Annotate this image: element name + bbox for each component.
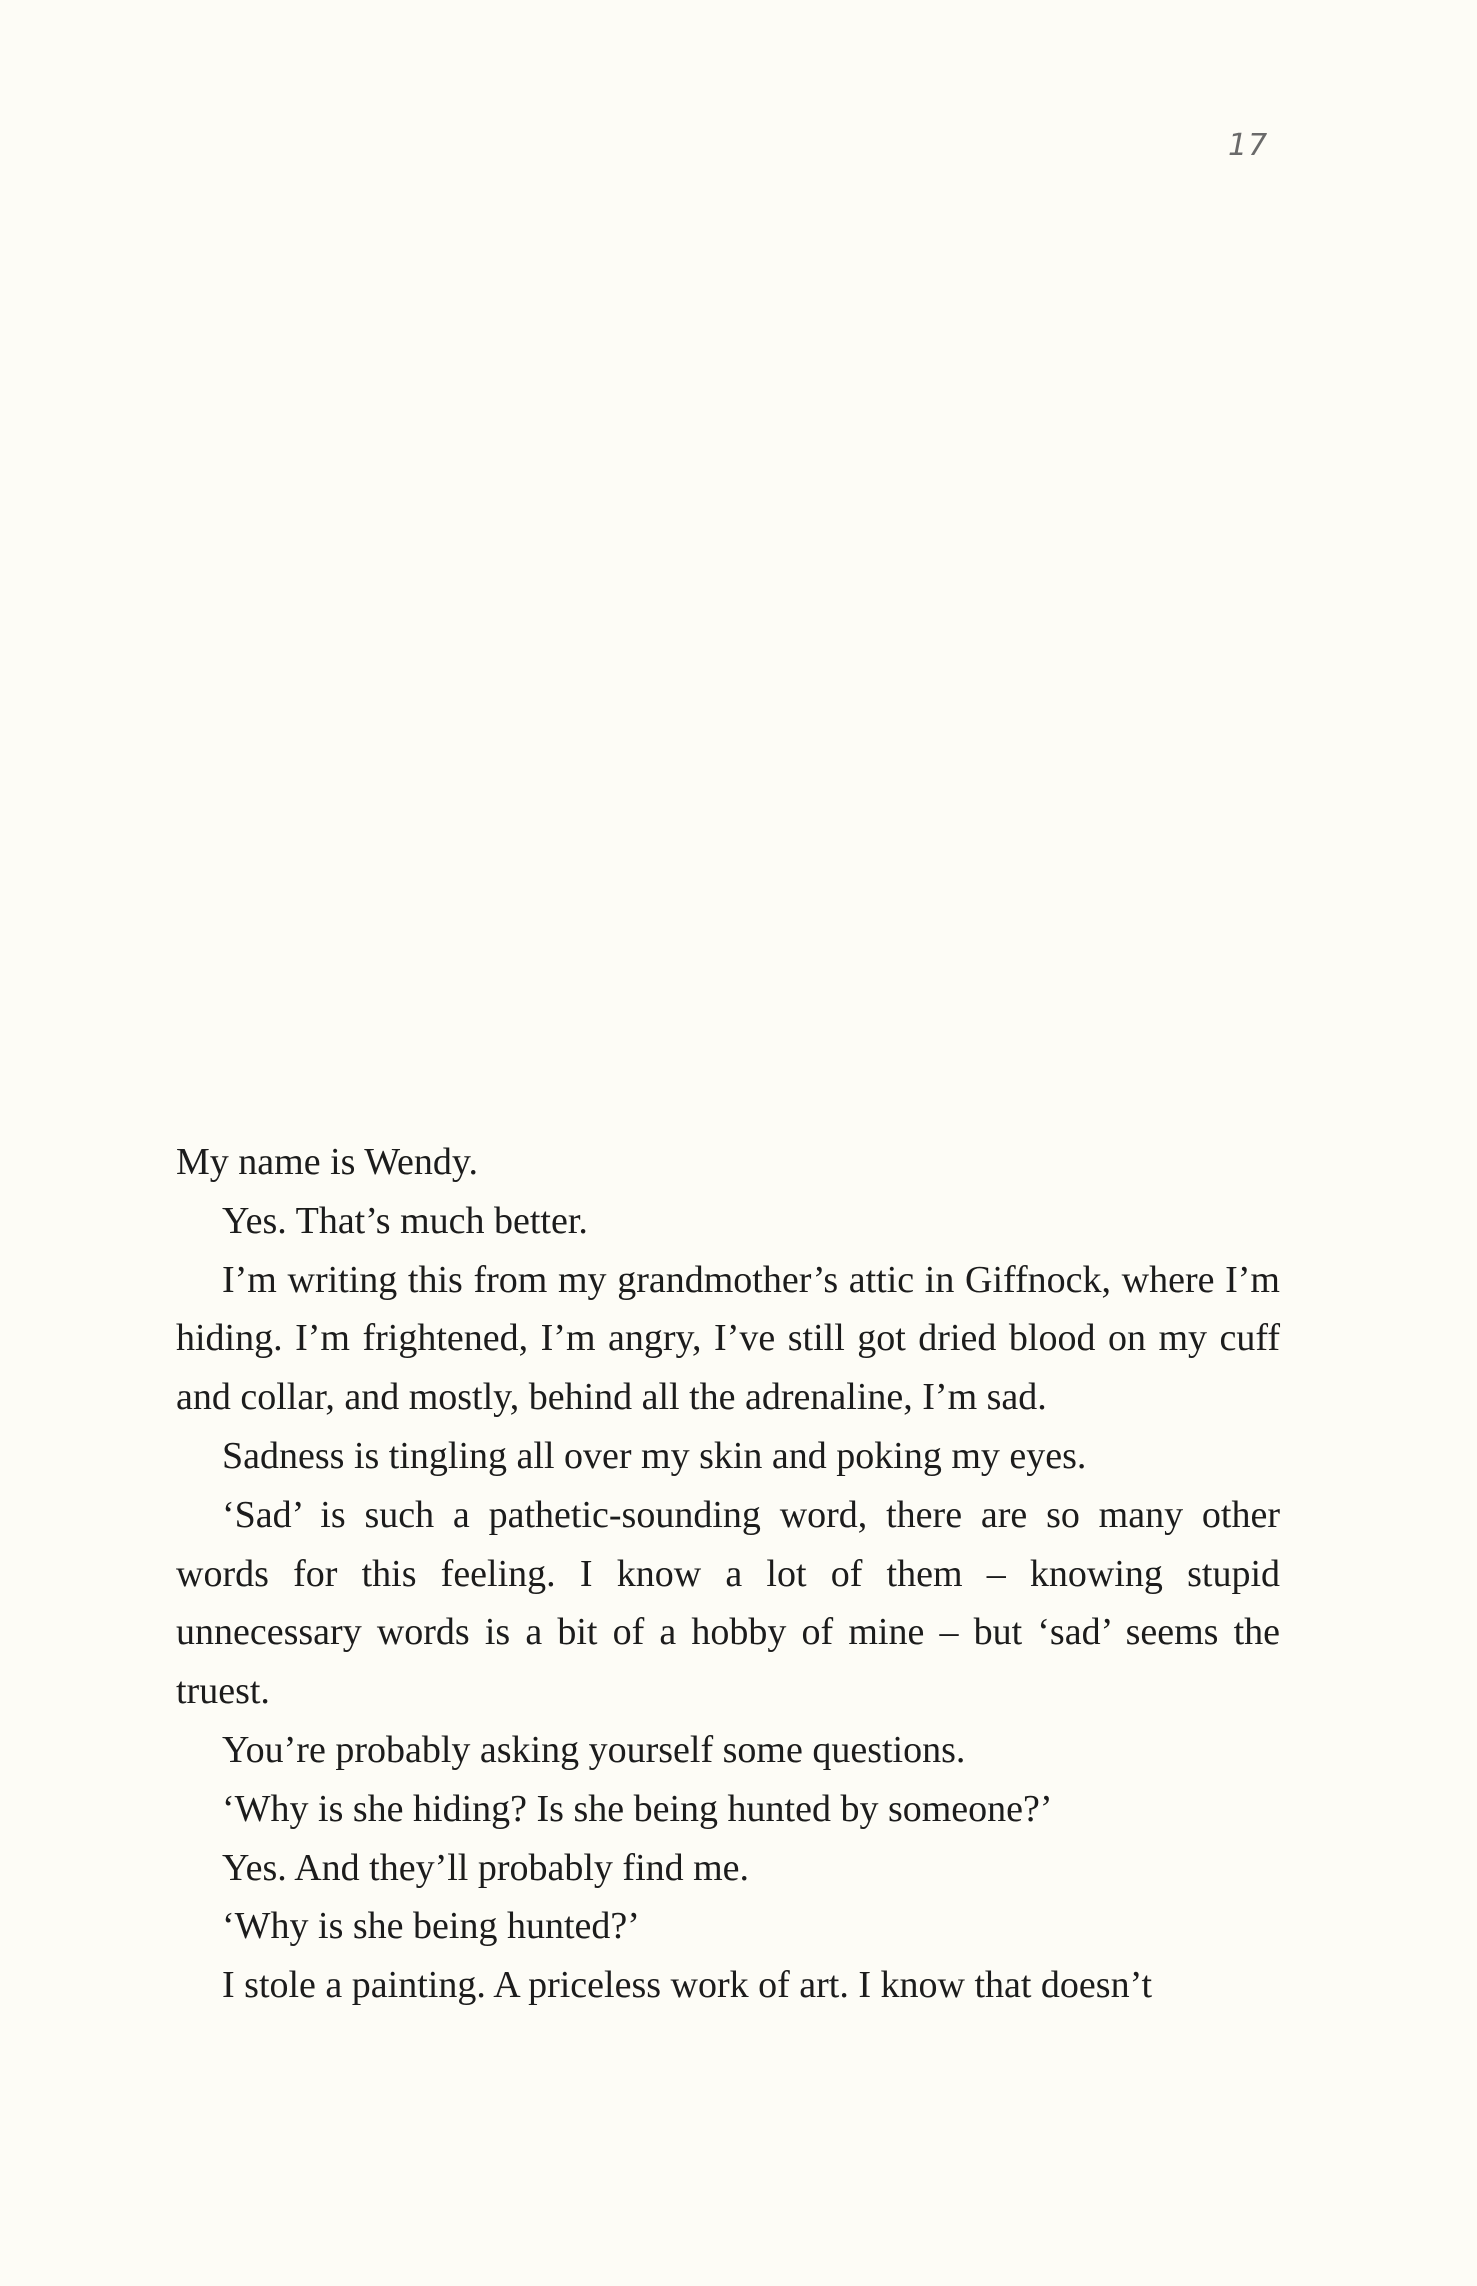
- paragraph: I’m writing this from my grandmother’s attic in Giffnock, where I’m hiding. I’m frightened, I’m angry, I’ve still got dried blood on my cuff and collar, and mostly, behind all the adrenaline, I’m sad.: [176, 1258, 1280, 1419]
- paragraph: Yes. And they’ll probably find me.: [222, 1846, 750, 1889]
- paragraph: My name is Wendy.: [176, 1141, 478, 1183]
- paragraph: Yes. That’s much better.: [222, 1199, 588, 1242]
- paragraph: ‘Sad’ is such a pathetic-sounding word, there are so many other words for this feeling. I know a lot of them – knowing stupid unnecessary words is a bit of a hobby of mine – but ‘sad’ seems the truest.: [176, 1493, 1280, 1713]
- body-text: [176, 1133, 1280, 2015]
- page-number: 17: [1228, 128, 1269, 163]
- paragraph-last: I stole a painting. A priceless work of art. I know that doesn’t: [222, 1964, 1153, 2007]
- paragraph: Sadness is tingling all over my skin and poking my eyes.: [222, 1434, 1087, 1477]
- paragraph: ‘Why is she hiding? Is she being hunted by someone?’: [222, 1787, 1053, 1830]
- paragraph: You’re probably asking yourself some questions.: [222, 1728, 966, 1771]
- paragraph: ‘Why is she being hunted?’: [222, 1905, 640, 1948]
